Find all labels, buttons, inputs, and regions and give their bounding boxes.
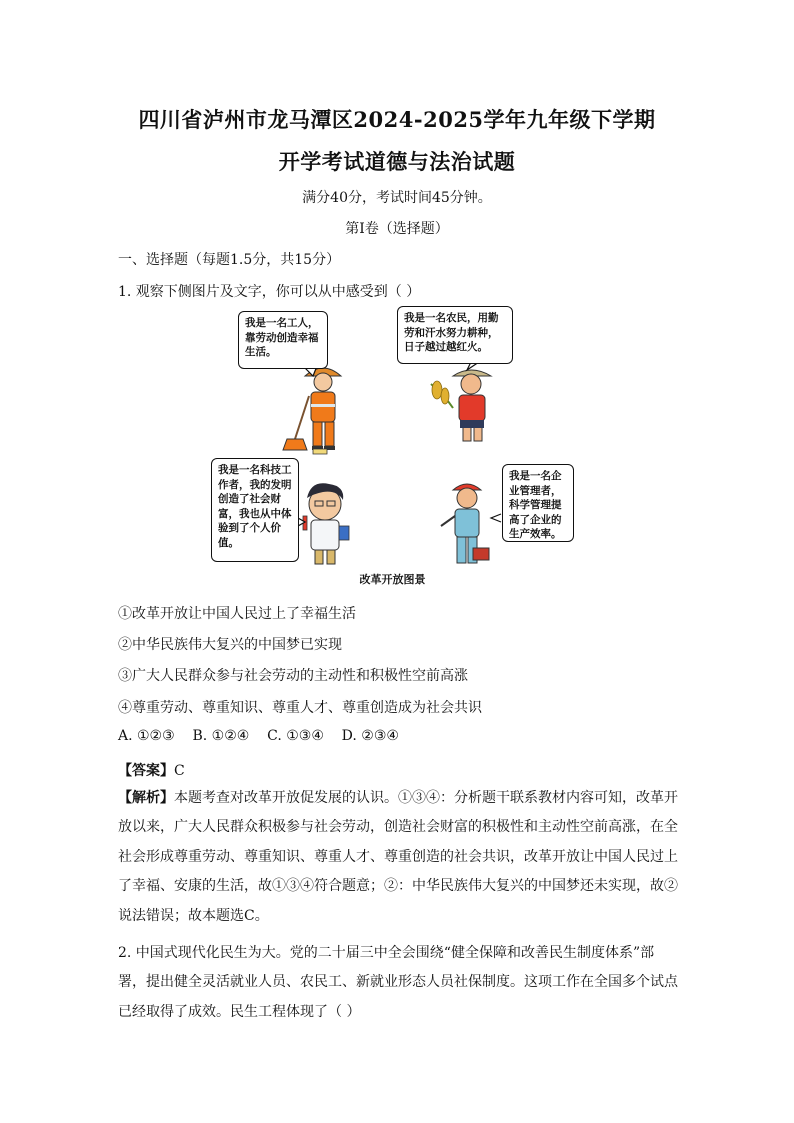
part-heading: 一、选择题（每题1.5分，共15分） (118, 252, 341, 268)
analysis-text: 本题考查对改革开放促发展的认识。①③④：分析题干联系教材内容可知，改革开放以来，广大人民群众积极参与社会劳动，创造社会财富的积极性和主动性空前高涨，在全社会形成尊重劳动、尊重知识、尊重人才、尊重创造的社会共识，改革开放让中国人民过上了幸福、安康的生活，故①③④符合题意；②：中华民族伟大复兴的中国梦还未实现，故②说法错误；故本题选C。 (118, 790, 678, 924)
answer-options: A. ①②③ B. ①②④ C. ①③④ D. ②③④ (118, 728, 399, 744)
answer-line (118, 760, 185, 780)
figure-caption: 改革开放图景 (359, 573, 426, 586)
scientist-figure (303, 483, 349, 564)
statement-2: ②中华民族伟大复兴的中国梦已实现 (118, 637, 342, 653)
farmer-figure (431, 370, 491, 441)
section-heading: 第Ⅰ卷（选择题） (345, 221, 449, 237)
exam-title-line1: 四川省泸州市龙马潭区2024-2025学年九年级下学期 (138, 107, 656, 132)
worker-figure (283, 368, 341, 454)
statement-1: ①改革开放让中国人民过上了幸福生活 (118, 606, 356, 622)
manager-figure (441, 484, 489, 563)
answer-label: 【答案】 (118, 763, 174, 779)
manager-speech-bubble: 我是一名企业管理者，科学管理提高了企业的生产效率。 (502, 464, 574, 542)
worker-speech-bubble: 我是一名工人，靠劳动创造幸福生活。 (238, 311, 328, 369)
question-2-stem: 2. 中国式现代化民生为大。党的二十届三中全会围绕“健全保障和改善民生制度体系”部署，提出健全灵活就业人员、农民工、新就业形态人员社保制度。这项工作在全国多个试点已经取得了成效。民生工程体现了（ ） (118, 945, 678, 1020)
reform-opening-illustration (205, 304, 580, 588)
statement-3: ③广大人民群众参与社会劳动的主动性和积极性空前高涨 (118, 668, 468, 684)
statement-4: ④尊重劳动、尊重知识、尊重人才、尊重创造成为社会共识 (118, 700, 482, 716)
question-1-stem: 1. 观察下侧图片及文字，你可以从中感受到（ ） (118, 284, 421, 300)
scientist-speech-bubble: 我是一名科技工作者，我的发明创造了社会财富，我也从中体验到了个人价值。 (211, 458, 299, 562)
answer-value: C (174, 763, 185, 779)
score-info: 满分40分，考试时间45分钟。 (302, 190, 492, 206)
exam-title-line2: 开学考试道德与法治试题 (278, 149, 516, 174)
analysis-label: 【解析】 (118, 790, 174, 806)
analysis-paragraph (118, 784, 678, 931)
farmer-speech-bubble: 我是一名农民，用勤劳和汗水努力耕种，日子越过越红火。 (397, 306, 513, 364)
